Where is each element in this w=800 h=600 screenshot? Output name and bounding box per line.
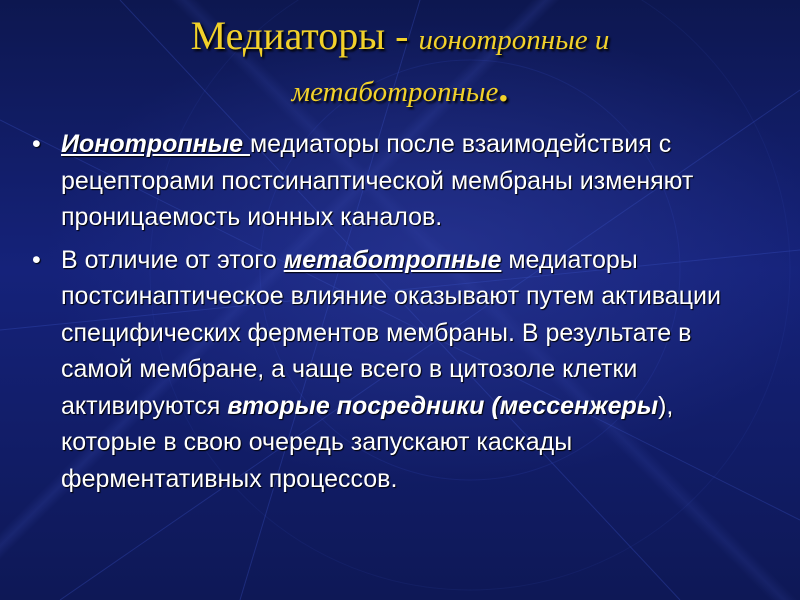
bullet-marker: • — [32, 130, 41, 158]
bullet-marker: • — [32, 245, 41, 274]
term-ionotropic: Ионотропные — [61, 130, 250, 158]
slide-title — [40, 12, 760, 116]
title-ionotropic: ионотропные и — [418, 24, 610, 56]
bullet-list — [30, 126, 730, 503]
bullet2-text2: ), которые в свою очередь запускают каскады ферментативных процессов. — [61, 391, 674, 493]
bullet2-text1: медиаторы постсинаптическое влияние оказывают путем активации специфических ферментов мембраны. В результате в самой мембране, а чаще всего в цитозоле клетки активируются — [61, 245, 721, 420]
bullet2-lead: В отличие от этого — [61, 245, 284, 274]
term-metabotropic: метаботропные — [283, 245, 502, 274]
title-metabotropic: метаботропные — [291, 76, 499, 108]
term-second-messengers: вторые посредники (мессенжеры — [227, 391, 659, 420]
bullet-ionotropic — [30, 126, 730, 236]
bullet-metabotropic — [30, 242, 730, 498]
title-period: . — [498, 65, 509, 110]
bullet1-text: медиаторы после взаимодействия с рецепторами постсинаптической мембраны изменяют проницаемость ионных каналов. — [61, 130, 694, 231]
title-main: Медиаторы - — [190, 13, 419, 58]
